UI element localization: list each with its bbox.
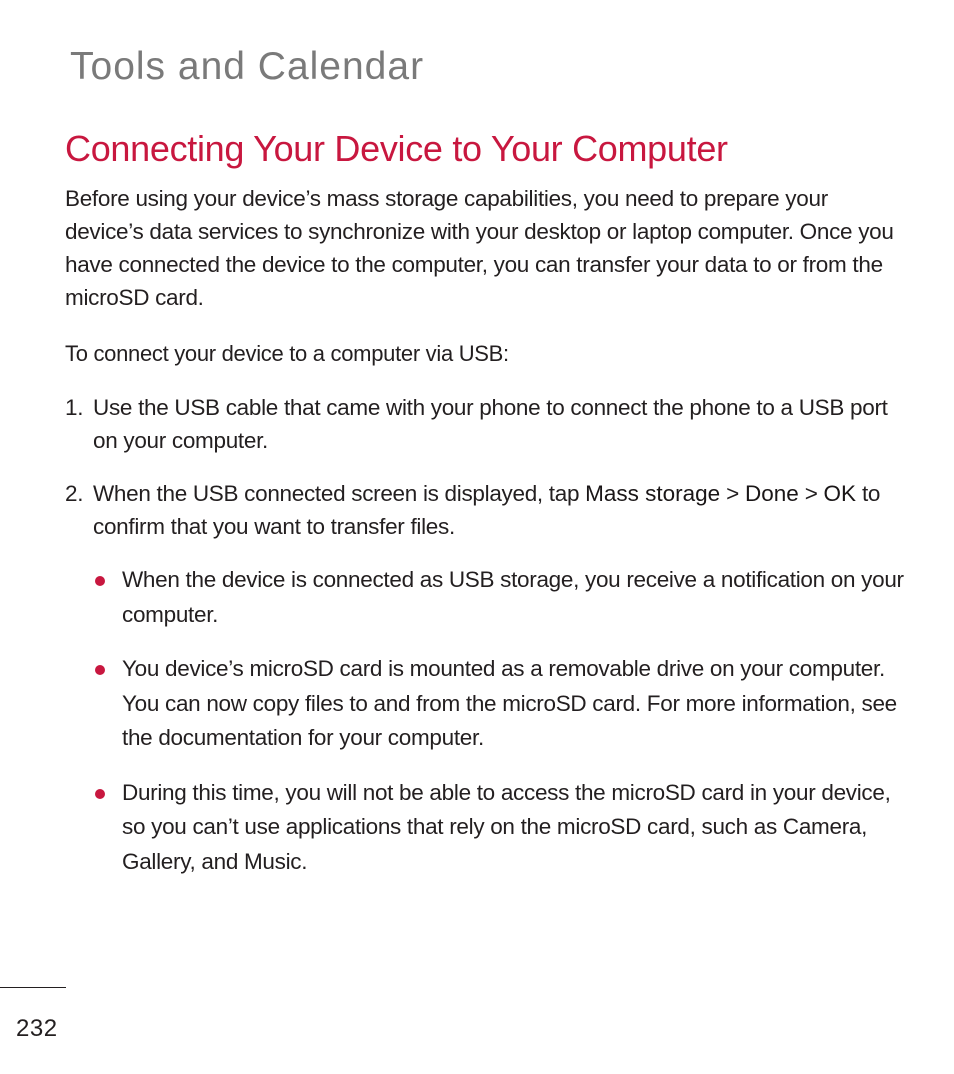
step-text-before: When the USB connected screen is displayed, tap [93,481,586,506]
intro-paragraph: Before using your device’s mass storage capabilities, you need to prepare your device’s data services to synchronize with your desktop or laptop computer. Once you have connected the device to the computer, you can transfer your data to or from the microSD card. [65,186,894,310]
bullet-icon [93,652,122,756]
page-number: 232 [16,1015,58,1042]
footer-divider [0,987,66,988]
step-1 [65,391,905,457]
bullet-text: You device’s microSD card is mounted as a removable drive on your computer. You can now copy files to and from the microSD card. For more information, see the documentation for your computer. [122,656,897,750]
list-item [93,563,905,632]
step-text [93,477,905,543]
list-item [93,652,905,756]
procedure-subheading: To connect your device to a computer via USB: [65,341,509,366]
step-separator: > [798,481,824,506]
list-item [93,776,905,880]
main-content [65,182,905,899]
step-text-after: to confirm that you want to transfer files. [93,481,881,539]
section-header: Tools and Calendar [70,45,425,88]
step-number: 1. [65,395,84,420]
steps-list [65,391,905,543]
mass-storage-term: Mass storage [585,481,721,506]
ok-term: OK [823,481,857,506]
bullet-text: When the device is connected as USB storage, you receive a notification on your computer. [122,567,904,627]
done-term: Done [744,481,799,506]
bullet-text: During this time, you will not be able to access the microSD card in your device, so you can’t use applications that rely on the microSD card, such as Camera, Gallery, and Music. [122,779,891,874]
bullet-icon [93,563,122,632]
step-separator: > [720,481,745,506]
page-title: Connecting Your Device to Your Computer [65,128,728,169]
notes-list [93,563,905,879]
step-number: 2. [65,481,84,506]
bullet-icon [93,776,122,880]
step-text: Use the USB cable that came with your phone to connect the phone to a USB port on your computer. [93,395,888,453]
step-2 [65,477,905,543]
